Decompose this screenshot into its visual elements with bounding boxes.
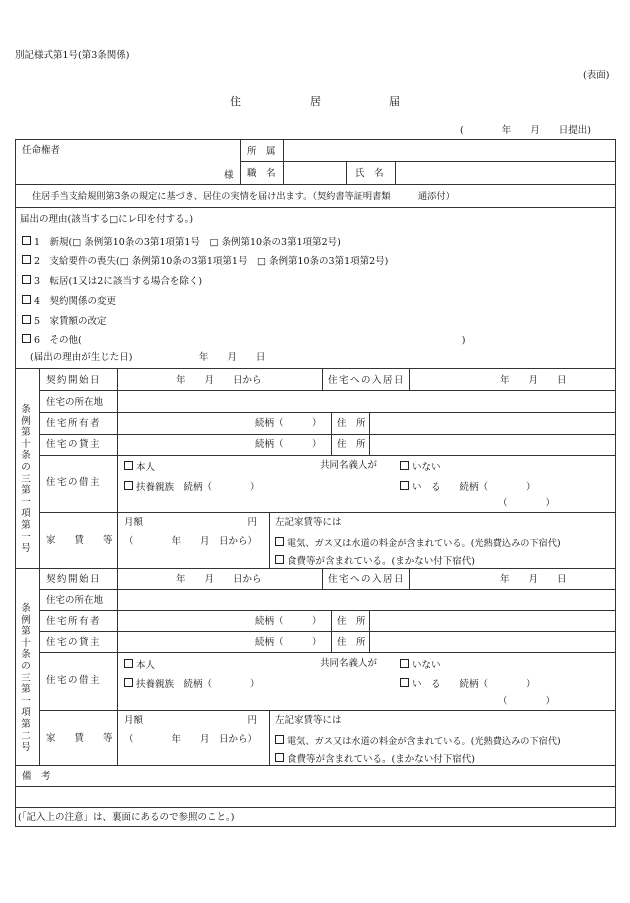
move-in-label: 住宅への入居日 — [328, 574, 406, 585]
checkbox[interactable] — [22, 255, 31, 264]
rent-includes-label: 左記家賃等には — [275, 517, 342, 528]
co-name-present[interactable]: い る 続柄（ ） — [400, 678, 536, 690]
rent-label: 家 賃 等 — [46, 535, 113, 546]
title-char-3: 届 — [389, 95, 400, 108]
rent-meals[interactable]: 食費等が含まれている。(まかない付下宿代) — [275, 753, 475, 765]
reasons-heading: 届出の理由(該当する□にレ印を付する。) — [20, 214, 194, 225]
section-2-side-label: 条例第十条の三第一項第二号 — [21, 603, 31, 754]
borrower-self[interactable]: 本人 — [124, 659, 155, 671]
appointer-label: 任命権者 — [22, 145, 61, 156]
reason-2[interactable]: 2 支給要件の喪失(□ 条例第10条の3第1項第1号 □ 条例第10条の3第1項第2号) — [22, 255, 388, 267]
checkbox[interactable] — [124, 461, 133, 470]
footer-note: (「記入上の注意」は、裏面にあるので参照のこと。) — [18, 812, 235, 823]
reason-date: (届出の理由が生じた日) 年 月 日 — [30, 352, 266, 363]
side-label: (表面) — [583, 70, 610, 81]
checkbox[interactable] — [275, 753, 284, 762]
monthly-rent: 月額 円 — [124, 517, 258, 528]
owner-address-label: 住 所 — [337, 418, 366, 429]
reason-3[interactable]: 3 転居(1又は2に該当する場合を除く) — [22, 275, 202, 287]
checkbox[interactable] — [275, 537, 284, 546]
reason-4[interactable]: 4 契約関係の変更 — [22, 295, 116, 307]
owner-label: 住宅所有者 — [46, 418, 102, 429]
move-in-label: 住宅への入居日 — [328, 375, 406, 386]
owner-address-label: 住 所 — [337, 616, 366, 627]
checkbox[interactable] — [400, 461, 409, 470]
checkbox[interactable] — [22, 295, 31, 304]
checkbox[interactable] — [400, 481, 409, 490]
rent-meals[interactable]: 食費等が含まれている。(まかない付下宿代) — [275, 555, 475, 567]
name-label: 氏 名 — [355, 168, 384, 179]
co-name-paren: （ ） — [498, 498, 556, 509]
sama-label: 様 — [224, 170, 234, 181]
title-char-1: 住 — [230, 95, 241, 108]
landlord-address-label: 住 所 — [337, 637, 366, 648]
checkbox[interactable] — [124, 659, 133, 668]
remarks-label: 備 考 — [22, 771, 51, 782]
title-char-2: 居 — [310, 95, 321, 108]
landlord-address-label: 住 所 — [337, 439, 366, 450]
job-title-label: 職 名 — [247, 168, 276, 179]
affiliation-label: 所 属 — [247, 146, 276, 157]
borrower-label: 住宅の借主 — [46, 477, 102, 488]
rent-from-date: （ 年 月 日から） — [124, 536, 258, 547]
checkbox[interactable] — [275, 735, 284, 744]
contract-start-value: 年 月 日から — [176, 375, 262, 386]
contract-start-label: 契約開始日 — [46, 574, 102, 585]
reason-6[interactable]: 6 その他( ) — [22, 334, 465, 346]
location-label: 住宅の所在地 — [46, 595, 104, 606]
co-name-present[interactable]: い る 続柄（ ） — [400, 481, 536, 493]
checkbox[interactable] — [124, 678, 133, 687]
rent-from-date: （ 年 月 日から） — [124, 734, 258, 745]
checkbox[interactable] — [275, 555, 284, 564]
contract-start-value: 年 月 日から — [176, 574, 262, 585]
checkbox[interactable] — [22, 334, 31, 343]
borrower-label: 住宅の借主 — [46, 675, 102, 686]
owner-label: 住宅所有者 — [46, 616, 102, 627]
borrower-dependent[interactable]: 扶養親族 続柄（ ） — [124, 481, 260, 493]
landlord-label: 住宅の貸主 — [46, 637, 102, 648]
form-number: 別記様式第1号(第3条関係) — [15, 50, 130, 61]
submission-date: ( 年 月 日提出) — [460, 125, 591, 136]
location-label: 住宅の所在地 — [46, 397, 104, 408]
monthly-rent: 月額 円 — [124, 715, 258, 726]
landlord-relation: 続柄（ ） — [255, 637, 322, 648]
borrower-dependent[interactable]: 扶養親族 続柄（ ） — [124, 678, 260, 690]
checkbox[interactable] — [22, 275, 31, 284]
rent-utilities[interactable]: 電気、ガス又は水道の料金が含まれている。(光熱費込みの下宿代) — [275, 735, 561, 746]
move-in-value: 年 月 日 — [500, 375, 567, 386]
checkbox[interactable] — [124, 481, 133, 490]
statement-text: 住居手当支給規則第3条の規定に基づき、居住の実情を届け出ます。（契約書等証明書類 通添付） — [32, 191, 455, 202]
checkbox[interactable] — [400, 678, 409, 687]
reason-1[interactable]: 1 新規(□ 条例第10条の3第1項第1号 □ 条例第10条の3第1項第2号) — [22, 236, 341, 248]
reason-5[interactable]: 5 家賃額の改定 — [22, 315, 107, 327]
co-name-label: 共同名義人が — [320, 658, 378, 669]
owner-relation: 続柄（ ） — [255, 418, 322, 429]
owner-relation: 続柄（ ） — [255, 616, 322, 627]
checkbox[interactable] — [400, 659, 409, 668]
section-1-side-label: 条例第十条の三第一項第一号 — [21, 404, 31, 555]
checkbox[interactable] — [22, 236, 31, 245]
move-in-value: 年 月 日 — [500, 574, 567, 585]
landlord-relation: 続柄（ ） — [255, 439, 322, 450]
contract-start-label: 契約開始日 — [46, 375, 102, 386]
borrower-self[interactable]: 本人 — [124, 461, 155, 473]
co-name-paren: （ ） — [498, 696, 556, 707]
co-name-absent[interactable]: いない — [400, 461, 441, 473]
rent-label: 家 賃 等 — [46, 733, 113, 744]
co-name-label: 共同名義人が — [320, 460, 378, 471]
rent-utilities[interactable]: 電気、ガス又は水道の料金が含まれている。(光熱費込みの下宿代) — [275, 537, 561, 548]
rent-includes-label: 左記家賃等には — [275, 715, 342, 726]
co-name-absent[interactable]: いない — [400, 659, 441, 671]
landlord-label: 住宅の貸主 — [46, 439, 102, 450]
checkbox[interactable] — [22, 315, 31, 324]
